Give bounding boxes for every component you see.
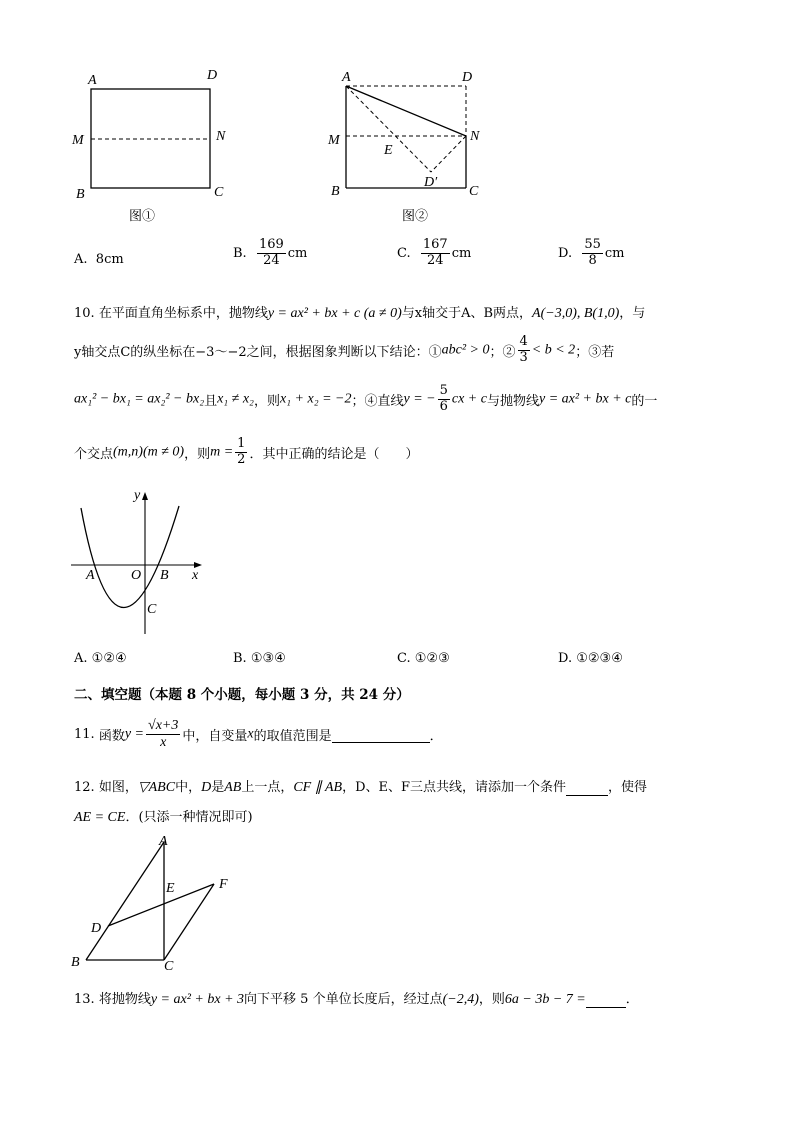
q10-text: ．其中正确的结论是（ ） — [249, 446, 419, 462]
answer-blank[interactable] — [332, 726, 430, 743]
fig2-label-B: B — [331, 184, 340, 199]
frac-num: 169 — [258, 237, 284, 252]
option-letter: D. — [558, 245, 573, 261]
fig1-label-A: A — [88, 73, 97, 88]
q12-figure — [66, 832, 241, 977]
q10-line-3 — [74, 384, 657, 415]
frac-den: x — [160, 735, 167, 751]
q11-math: x — [247, 726, 254, 742]
q10-text: ；③若 — [575, 344, 615, 360]
graph-label-y: y — [134, 488, 141, 503]
graph-label-B: B — [160, 568, 169, 583]
q10-text: ；② — [489, 344, 516, 360]
option-text: ①②③④ — [576, 651, 623, 666]
option-letter: C. — [397, 651, 411, 666]
q12-text: 是 — [211, 780, 225, 795]
frac-num: √x+3 — [146, 718, 180, 735]
q12-text: 上一点， — [241, 780, 294, 795]
frac-den: 24 — [427, 252, 444, 268]
frac-den: 3 — [519, 349, 528, 365]
option-unit: cm — [451, 245, 472, 261]
fig2-label-A: A — [342, 70, 351, 85]
q9-option-B[interactable] — [233, 238, 307, 269]
question-number: 10. — [74, 306, 95, 321]
q10-math: ax₁² − bx₁ = ax₂² − bx₂ — [74, 391, 205, 407]
frac-num: 5 — [439, 383, 448, 398]
q11-line — [74, 718, 443, 751]
parabola-curve — [81, 506, 179, 608]
fig2-label-M: M — [328, 133, 340, 148]
q12-line-2 — [74, 806, 253, 826]
q13-line — [74, 988, 639, 1008]
frac-num: 1 — [237, 436, 246, 451]
graph-label-O: O — [131, 568, 142, 583]
q10-text: 与抛物线 — [486, 393, 539, 409]
q10-text: 个交点 — [74, 446, 114, 462]
fig-label-B: B — [71, 955, 80, 970]
q12-math: CF ∥ AB — [293, 780, 343, 795]
frac-den: 24 — [263, 252, 280, 268]
question-number: 13. — [74, 992, 95, 1007]
q10-text: 且 — [204, 393, 218, 409]
q13-text: ． — [625, 992, 639, 1007]
q13-text: ，则 — [478, 992, 505, 1007]
q12-text: 如图， — [98, 780, 138, 795]
q13-math: 6a − 3b − 7 = — [504, 992, 586, 1007]
q10-math: cx + c — [451, 391, 487, 407]
frac-num: 167 — [422, 237, 448, 252]
question-number: 11. — [74, 727, 95, 743]
q9-option-D[interactable] — [558, 238, 625, 269]
option-letter: B. — [233, 245, 247, 261]
fig2-AN — [346, 86, 466, 136]
option-letter: A. — [74, 252, 88, 267]
q10-math: y = − — [403, 391, 436, 407]
q10-text: 与x轴交于A、B两点， — [401, 306, 533, 321]
q10-line-1 — [74, 302, 645, 322]
fig2-label-D: D — [462, 70, 473, 85]
q10-text: 的一 — [631, 393, 658, 409]
q9-option-C[interactable] — [397, 238, 471, 269]
fig2-label-C: C — [469, 184, 479, 199]
section-heading: 二、填空题（本题 8 个小题，每小题 3 分，共 24 分） — [74, 687, 410, 703]
fig1-caption: 图① — [129, 209, 156, 224]
fig1-label-C: C — [214, 185, 224, 200]
option-letter: C. — [397, 245, 411, 261]
q10-text: ，与 — [619, 306, 646, 321]
q11-text: ． — [429, 729, 443, 745]
fig-label-E: E — [166, 881, 175, 896]
frac-den: 2 — [237, 451, 246, 467]
q12-text: ，使得 — [608, 780, 648, 795]
q12-line-1 — [74, 776, 647, 796]
y-axis-arrow-icon — [142, 492, 148, 500]
option-letter: A. — [74, 651, 88, 666]
q10-math: abc² > 0 — [441, 342, 490, 358]
q10-math: (m,n)(m ≠ 0) — [113, 444, 185, 460]
q10-math: x₁ ≠ x₂ — [217, 391, 254, 407]
q10-option-B[interactable] — [233, 651, 286, 666]
fig-label-F: F — [219, 877, 228, 892]
option-letter: D. — [558, 651, 573, 666]
fig1-label-B: B — [76, 187, 85, 202]
question-number: 12. — [74, 780, 95, 795]
q9-option-A[interactable] — [74, 252, 124, 267]
answer-blank[interactable] — [566, 781, 608, 796]
q10-parabola-graph — [68, 488, 218, 638]
q12-text: ．(只添一种情况即可) — [125, 810, 253, 825]
segment-DF — [108, 884, 214, 926]
q10-text: ，则 — [184, 446, 211, 462]
q10-math: m = — [210, 444, 234, 460]
option-unit: cm — [287, 245, 308, 261]
graph-label-C: C — [147, 602, 157, 617]
fig1-label-D: D — [207, 68, 218, 83]
q10-text: ，则 — [253, 393, 280, 409]
frac-den: 8 — [588, 252, 597, 268]
q12-math: AE = CE — [74, 810, 126, 825]
fig-label-A: A — [159, 834, 168, 849]
graph-label-A: A — [86, 568, 95, 583]
q12-math: AB — [224, 780, 242, 795]
fig2-label-N: N — [470, 129, 480, 144]
fig2-label-E: E — [384, 143, 393, 158]
answer-blank[interactable] — [586, 993, 626, 1008]
q12-text: 中， — [175, 780, 202, 795]
fig2-ND-prime — [431, 136, 466, 172]
q10-option-A[interactable] — [74, 651, 127, 666]
fig1-label-N: N — [216, 129, 226, 144]
fig-label-C: C — [164, 959, 174, 974]
q13-math: (−2,4) — [442, 992, 479, 1007]
fig2-AD-prime — [346, 86, 431, 172]
q10-text: ；④直线 — [351, 393, 404, 409]
graph-label-x: x — [192, 568, 199, 583]
option-text: ①②④ — [91, 651, 127, 666]
frac-num: 4 — [519, 334, 528, 349]
q10-text: y轴交点C的纵坐标在−3～−2之间，根据图象判断以下结论：① — [74, 344, 442, 360]
q10-line-4 — [74, 437, 418, 468]
fig1-label-M: M — [72, 133, 84, 148]
q10-math: y = ax² + bx + c (a ≠ 0) — [267, 306, 402, 321]
q11-text: 的取值范围是 — [253, 729, 332, 745]
frac-den: 6 — [439, 398, 448, 414]
q10-math: x₁ + x₂ = −2 — [279, 391, 352, 407]
q10-option-C[interactable] — [397, 651, 450, 666]
frac-num: 55 — [584, 237, 601, 252]
q12-text: ，D、E、F三点共线，请添加一个条件 — [342, 780, 567, 795]
fig2-label-Dprime: D′ — [424, 175, 438, 190]
q13-text: 将抛物线 — [98, 992, 151, 1007]
q10-math: < b < 2 — [531, 342, 576, 358]
option-letter: B. — [233, 651, 247, 666]
q10-math: A(−3,0), B(1,0) — [532, 306, 620, 321]
q10-line-2 — [74, 335, 614, 366]
q10-math: y = ax² + bx + c — [538, 391, 632, 407]
q12-math: ▽ABC — [137, 780, 176, 795]
option-text: ①③④ — [250, 651, 286, 666]
q10-text: 在平面直角坐标系中，抛物线 — [98, 306, 268, 321]
option-unit: cm — [604, 245, 625, 261]
option-text: ①②③ — [414, 651, 450, 666]
option-text: 8cm — [95, 252, 124, 267]
q11-math: y = — [124, 726, 145, 742]
q11-text: 中，自变量 — [182, 729, 248, 745]
q10-option-D[interactable] — [558, 651, 623, 666]
q11-text: 函数 — [98, 729, 125, 745]
q13-math: y = ax² + bx + 3 — [150, 992, 245, 1007]
segment-AB — [86, 842, 164, 960]
fig2-caption: 图② — [402, 209, 429, 224]
fig-label-D: D — [91, 921, 102, 936]
q12-math: D — [201, 780, 212, 795]
q13-text: 向下平移 5 个单位长度后，经过点 — [244, 992, 443, 1007]
